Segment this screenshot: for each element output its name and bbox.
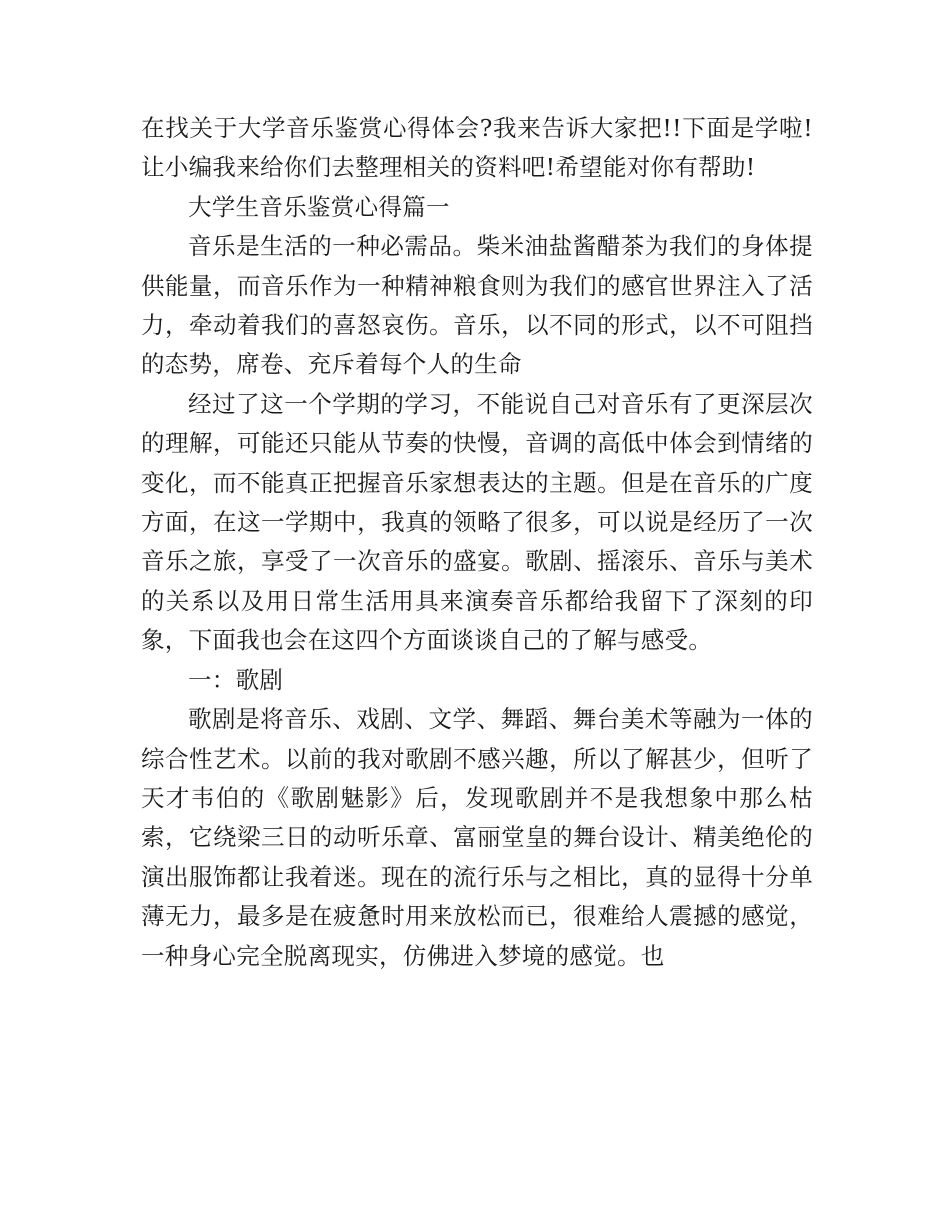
section-title: 大学生音乐鉴赏心得篇一	[188, 192, 450, 221]
intro-paragraph: 在找关于大学音乐鉴赏心得体会?我来告诉大家把!!下面是学啦!让小编我来给你们去整理相关的资料吧!希望能对你有帮助!	[141, 114, 813, 182]
subsection-title-opera: 一：歌剧	[188, 665, 284, 694]
body-paragraph: 经过了这一个学期的学习，不能说自己对音乐有了更深层次的理解，可能还只能从节奏的快慢，音调的高低中体会到情绪的变化，而不能真正把握音乐家想表达的主题。但是在音乐的广度方面，在这一学期中，我真的领略了很多，可以说是经历了一次音乐之旅，享受了一次音乐的盛宴。歌剧、摇滚乐、音乐与美术的关系以及用日常生活用具来演奏音乐都给我留下了深刻的印象，下面我也会在这四个方面谈谈自己的了解与感受。	[141, 389, 813, 655]
body-paragraph: 歌剧是将音乐、戏剧、文学、舞蹈、舞台美术等融为一体的综合性艺术。以前的我对歌剧不感兴趣，所以了解甚少，但听了天才韦伯的《歌剧魅影》后，发现歌剧并不是我想象中那么枯索，它绕梁三日的动听乐章、富丽堂皇的舞台设计、精美绝伦的演出服饰都让我着迷。现在的流行乐与之相比，真的显得十分单薄无力，最多是在疲惫时用来放松而已，很难给人震撼的感觉，一种身心完全脱离现实，仿佛进入梦境的感觉。也	[141, 705, 813, 970]
document-body	[141, 109, 813, 976]
body-paragraph: 音乐是生活的一种必需品。柴米油盐酱醋茶为我们的身体提供能量，而音乐作为一种精神粮食则为我们的感官世界注入了活力，牵动着我们的喜怒哀伤。音乐，以不同的形式，以不可阻挡的态势，席卷、充斥着每个人的生命	[141, 232, 813, 379]
